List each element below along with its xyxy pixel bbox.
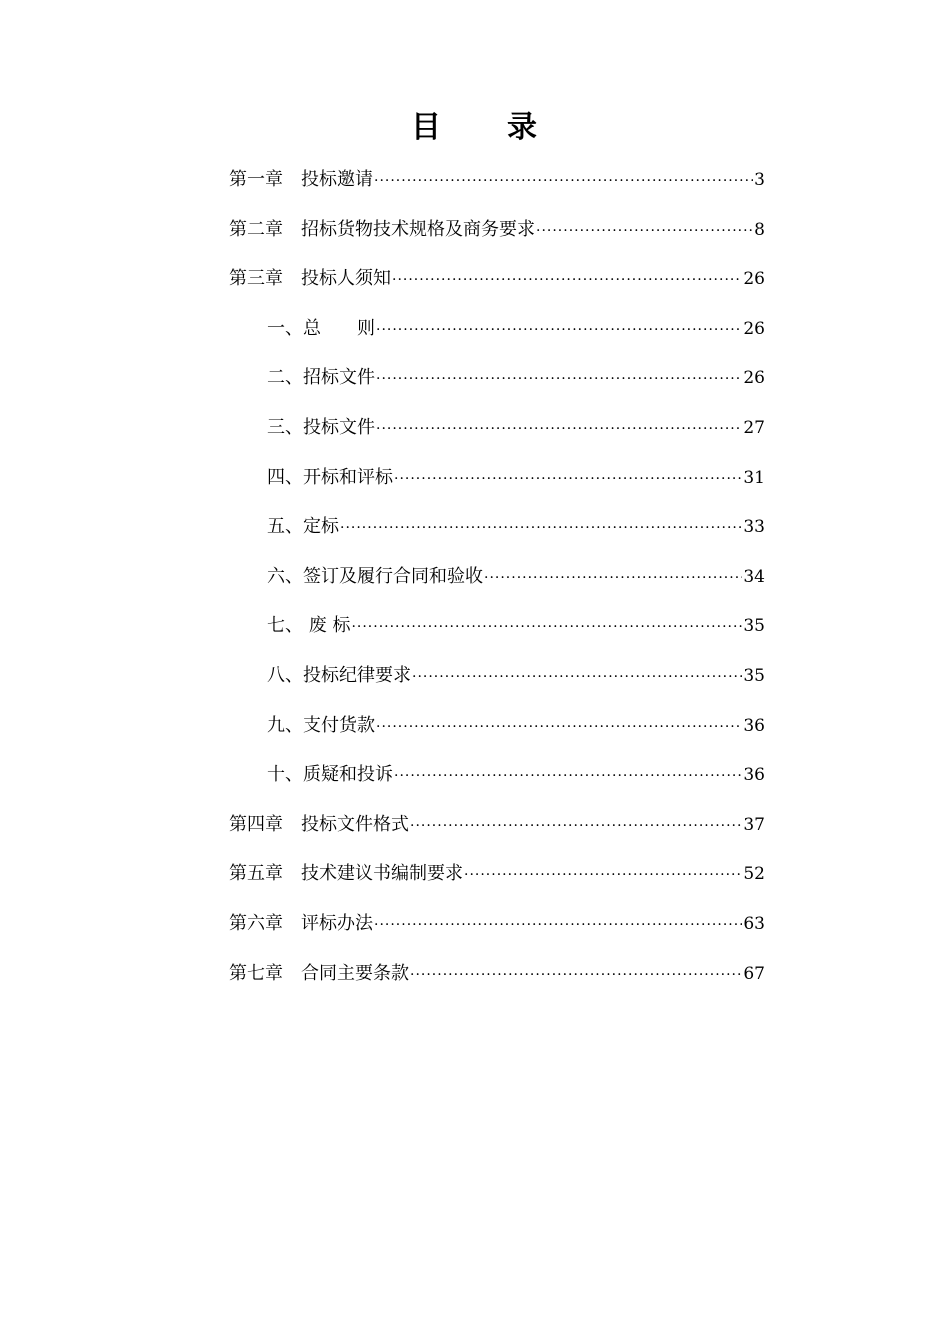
toc-entry-page: 31 xyxy=(743,467,765,488)
toc-entry-label: 七、 废 标 xyxy=(267,615,351,637)
toc-entry-section-1[interactable] xyxy=(229,314,765,364)
dot-leader xyxy=(536,216,753,246)
toc-entry-section-7[interactable] xyxy=(229,611,765,661)
toc-entry-section-3[interactable] xyxy=(229,413,765,463)
toc-entry-label: 第四章 投标文件格式 xyxy=(229,813,409,835)
toc-entry-label: 五、定标 xyxy=(267,516,339,538)
toc-entry-section-9[interactable] xyxy=(229,711,765,761)
dot-leader xyxy=(374,910,742,940)
toc-entry-section-10[interactable] xyxy=(229,760,765,810)
toc-entry-page: 26 xyxy=(743,318,765,339)
toc-entry-label: 第五章 技术建议书编制要求 xyxy=(229,863,463,885)
toc-entry-label: 第三章 投标人须知 xyxy=(229,268,391,290)
dot-leader xyxy=(464,860,742,890)
toc-entry-label: 八、投标纪律要求 xyxy=(267,664,411,686)
toc-entry-section-2[interactable] xyxy=(229,363,765,413)
dot-leader xyxy=(392,265,742,295)
toc-entry-page: 37 xyxy=(743,814,765,835)
dot-leader xyxy=(376,712,742,742)
dot-leader xyxy=(484,563,742,593)
toc-entry-chapter-4[interactable] xyxy=(229,810,765,860)
table-of-contents xyxy=(229,165,765,1008)
toc-entry-page: 34 xyxy=(743,566,765,587)
dot-leader xyxy=(410,960,742,990)
toc-entry-chapter-1[interactable] xyxy=(229,165,765,215)
toc-entry-label: 二、招标文件 xyxy=(267,367,375,389)
toc-entry-page: 52 xyxy=(743,864,765,885)
toc-entry-page: 63 xyxy=(743,913,765,934)
dot-leader xyxy=(376,364,742,394)
toc-entry-section-4[interactable] xyxy=(229,463,765,513)
toc-entry-page: 36 xyxy=(743,765,765,786)
dot-leader xyxy=(394,464,742,494)
toc-entry-page: 3 xyxy=(754,170,765,190)
dot-leader xyxy=(351,612,742,642)
toc-entry-chapter-3[interactable] xyxy=(229,264,765,314)
toc-entry-section-5[interactable] xyxy=(229,512,765,562)
toc-entry-page: 35 xyxy=(743,616,765,637)
dot-leader xyxy=(376,414,742,444)
toc-entry-page: 26 xyxy=(743,269,765,290)
toc-entry-label: 四、开标和评标 xyxy=(267,466,393,488)
toc-entry-label: 三、投标文件 xyxy=(267,416,375,438)
toc-entry-page: 26 xyxy=(743,368,765,389)
toc-entry-chapter-2[interactable] xyxy=(229,215,765,265)
toc-entry-label: 一、总 则 xyxy=(267,317,375,339)
toc-entry-label: 十、质疑和投诉 xyxy=(267,764,393,786)
toc-entry-section-6[interactable] xyxy=(229,562,765,612)
toc-entry-label: 第一章 投标邀请 xyxy=(229,169,373,190)
toc-entry-label: 九、支付货款 xyxy=(267,714,375,736)
toc-entry-label: 第六章 评标办法 xyxy=(229,912,373,934)
toc-entry-chapter-7[interactable] xyxy=(229,959,765,1009)
dot-leader xyxy=(340,513,742,543)
toc-entry-page: 67 xyxy=(743,963,765,984)
toc-entry-page: 36 xyxy=(743,715,765,736)
toc-entry-label: 第二章 招标货物技术规格及商务要求 xyxy=(229,218,535,240)
toc-entry-page: 35 xyxy=(743,665,765,686)
toc-entry-label: 六、签订及履行合同和验收 xyxy=(267,565,483,587)
toc-entry-page: 33 xyxy=(743,517,765,538)
toc-entry-label: 第七章 合同主要条款 xyxy=(229,962,409,984)
dot-leader xyxy=(394,761,742,791)
dot-leader xyxy=(376,315,742,345)
toc-entry-page: 8 xyxy=(754,219,765,240)
dot-leader xyxy=(412,662,742,692)
toc-entry-chapter-5[interactable] xyxy=(229,859,765,909)
toc-title: 目 录 xyxy=(411,110,539,145)
toc-entry-section-8[interactable] xyxy=(229,661,765,711)
toc-entry-page: 27 xyxy=(743,417,765,438)
dot-leader xyxy=(374,166,753,196)
dot-leader xyxy=(410,811,742,841)
toc-entry-chapter-6[interactable] xyxy=(229,909,765,959)
